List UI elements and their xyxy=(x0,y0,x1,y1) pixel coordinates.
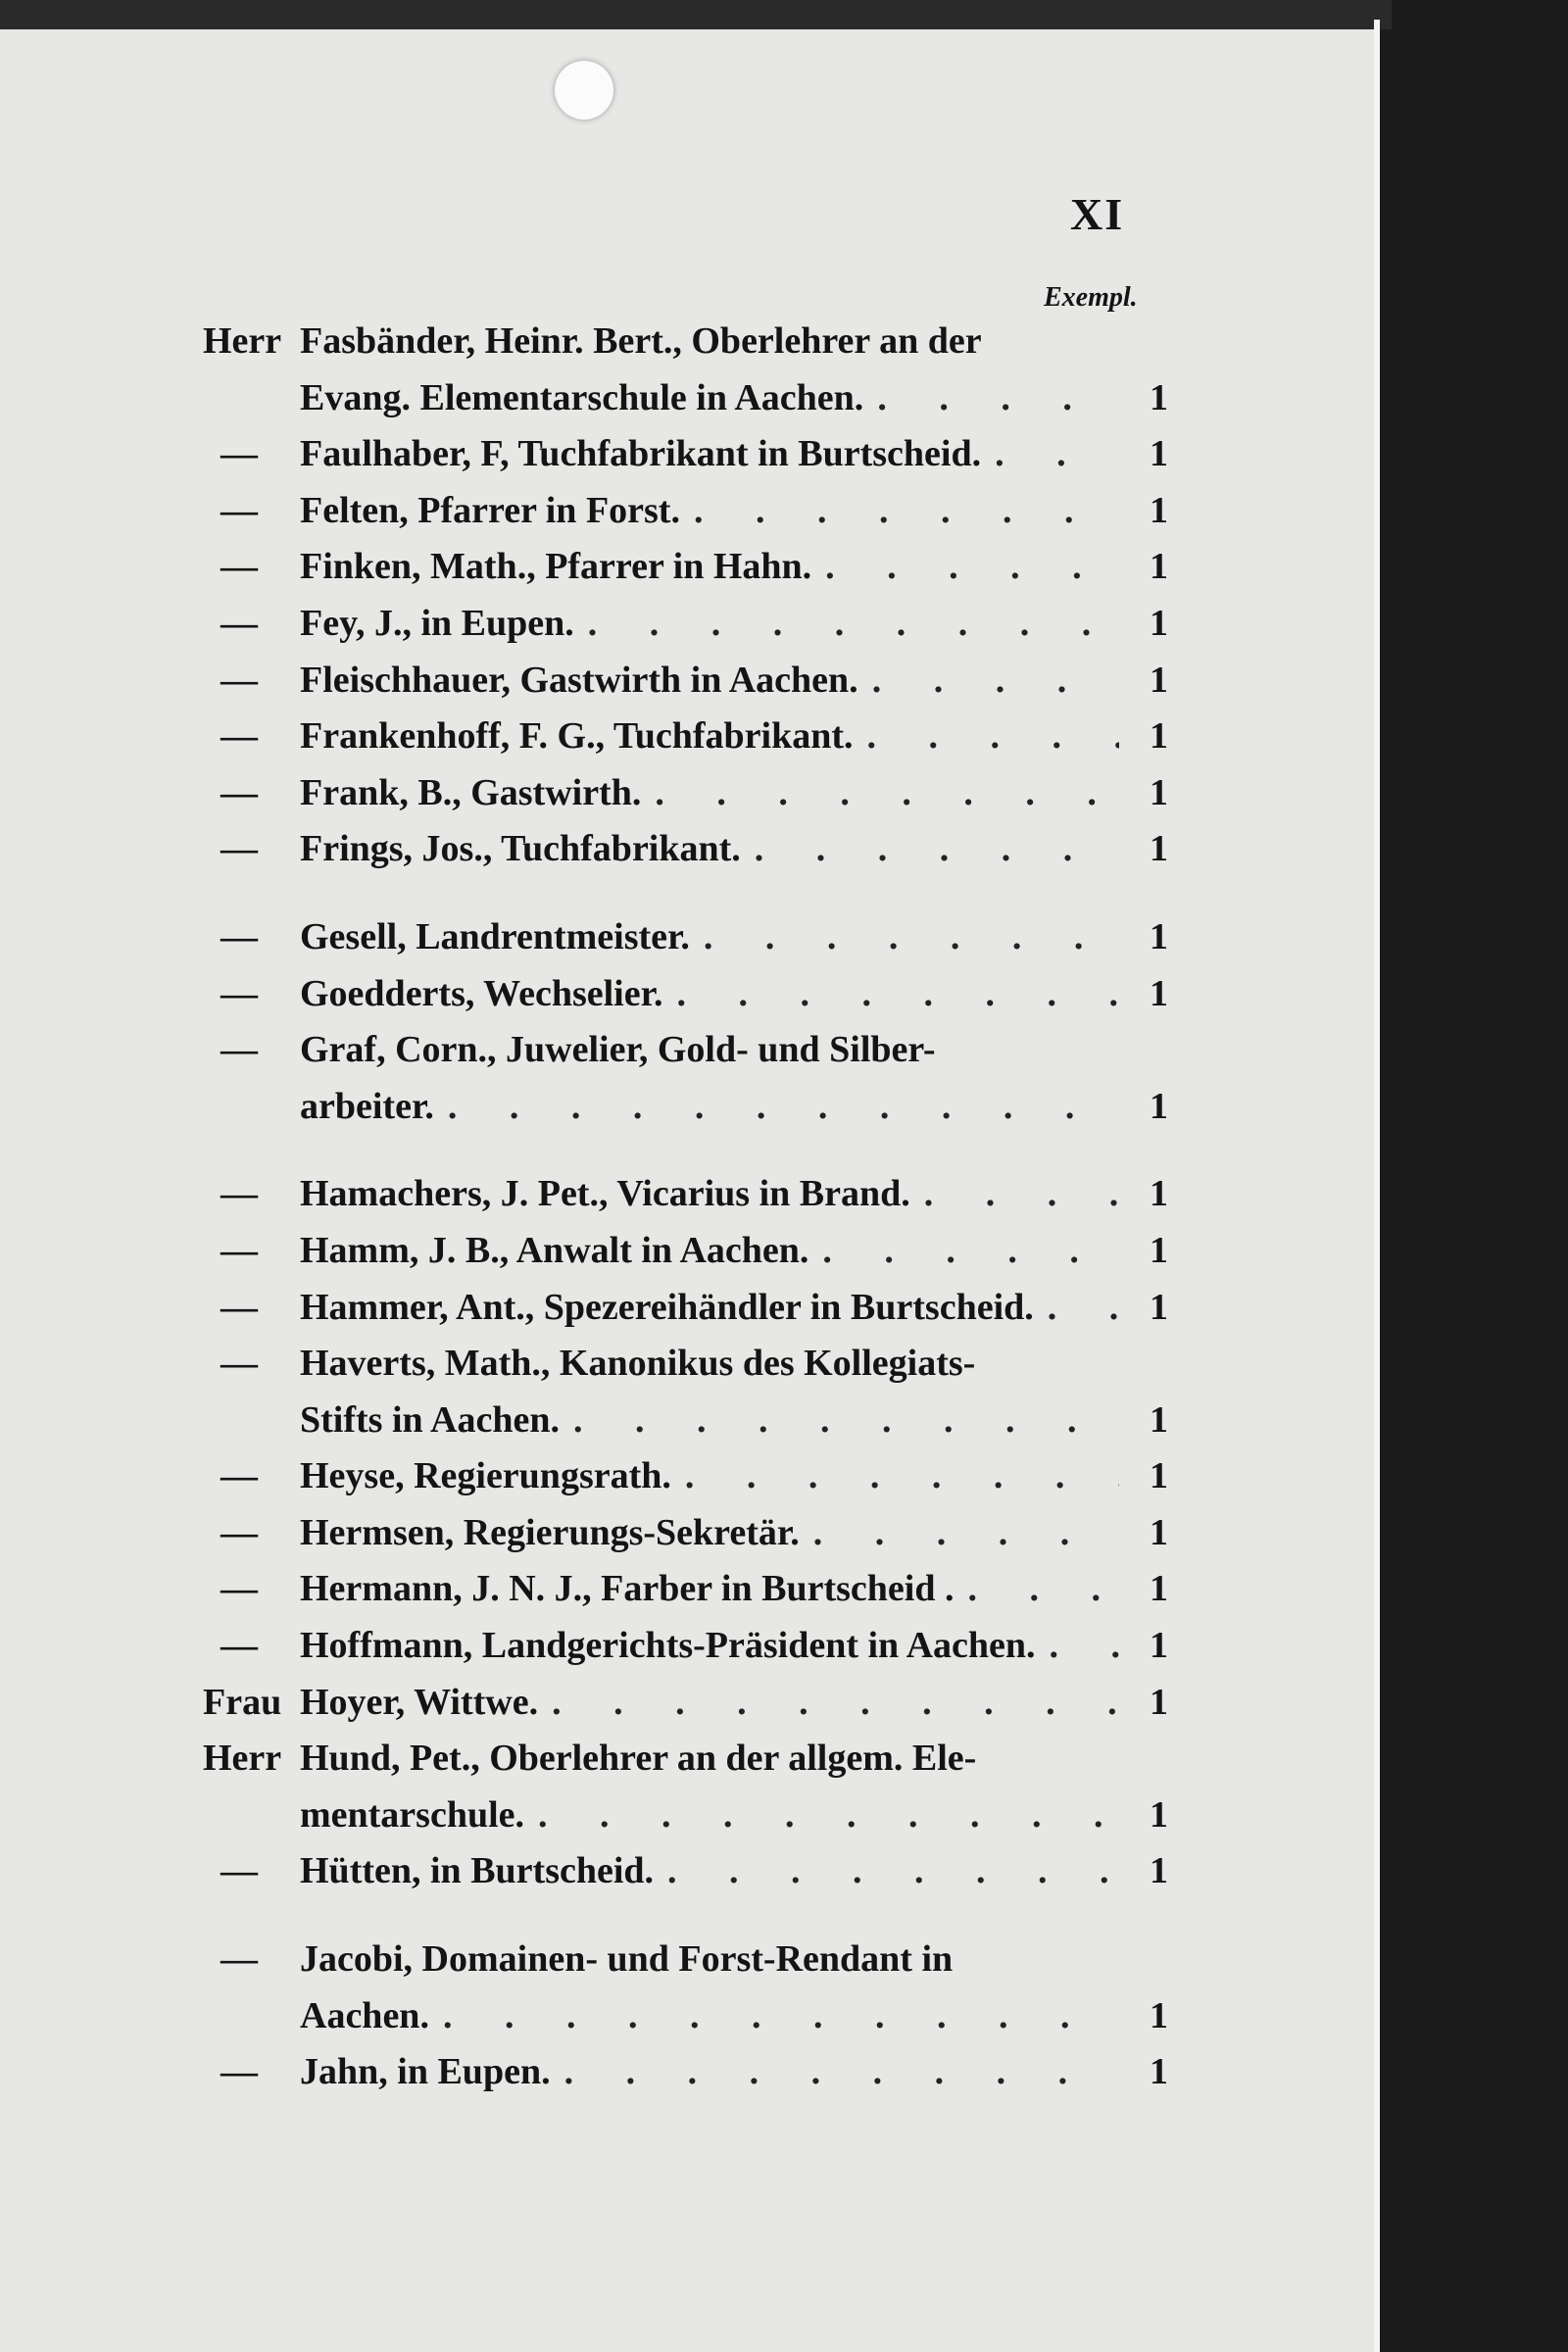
list-entry xyxy=(203,1843,1168,1900)
copies-count: 1 xyxy=(1150,659,1168,701)
list-entry xyxy=(203,1280,1168,1337)
entry-prefix: — xyxy=(220,2051,258,2093)
entry-line xyxy=(203,1505,1168,1562)
entry-prefix: — xyxy=(220,771,258,813)
entry-text: Evang. Elementarschule in Aachen. xyxy=(300,376,864,418)
entry-prefix: — xyxy=(220,1938,258,1981)
entry-text: Fleischhauer, Gastwirth in Aachen. xyxy=(300,659,858,701)
page-edge xyxy=(1374,20,1380,2352)
entry-line xyxy=(203,1843,1168,1900)
entry-text: Hütten, in Burtscheid. xyxy=(300,1850,655,1892)
entry-text: Gesell, Landrentmeister. xyxy=(300,915,690,957)
entry-line xyxy=(203,370,1168,427)
entry-line xyxy=(203,1561,1168,1618)
entry-line xyxy=(203,1393,1168,1449)
entry-prefix: — xyxy=(220,659,258,701)
list-entry xyxy=(203,966,1168,1023)
entry-prefix: — xyxy=(220,915,258,957)
entry-line xyxy=(203,821,1168,878)
list-entry xyxy=(203,1448,1168,1505)
dot-leader xyxy=(662,966,1119,1023)
list-entry xyxy=(203,1505,1168,1562)
entry-text: Haverts, Math., Kanonikus des Kollegiats- xyxy=(300,1343,976,1385)
copies-count: 1 xyxy=(1150,1286,1168,1328)
entry-prefix: Frau xyxy=(203,1681,282,1723)
entry-prefix: — xyxy=(220,972,258,1014)
entry-text: arbeiter. xyxy=(300,1085,434,1127)
entry-prefix: — xyxy=(220,546,258,588)
copies-count: 1 xyxy=(1150,715,1168,758)
entry-line xyxy=(203,314,1168,370)
copies-count: 1 xyxy=(1150,1994,1168,2036)
entry-line xyxy=(203,765,1168,822)
letter-group xyxy=(203,909,1168,1135)
entry-line xyxy=(203,1223,1168,1280)
entry-text: Aachen. xyxy=(300,1994,429,2036)
dot-leader xyxy=(654,1843,1119,1900)
entry-prefix: — xyxy=(220,1229,258,1271)
entry-prefix: — xyxy=(220,1625,258,1667)
copies-count: 1 xyxy=(1150,1455,1168,1497)
entry-text: Felten, Pfarrer in Forst. xyxy=(300,489,680,531)
letter-group xyxy=(203,314,1168,878)
entry-prefix: — xyxy=(220,715,258,758)
list-entry xyxy=(203,314,1168,426)
dot-leader xyxy=(1036,1618,1119,1675)
list-entry xyxy=(203,1731,1168,1843)
entry-text: Frings, Jos., Tuchfabrikant. xyxy=(300,828,741,870)
entry-prefix: Herr xyxy=(203,320,282,362)
entry-text: Hermsen, Regierungs-Sekretär. xyxy=(300,1511,800,1553)
dot-leader xyxy=(524,1788,1119,1844)
copies-count: 1 xyxy=(1150,1173,1168,1215)
copies-count: 1 xyxy=(1150,433,1168,475)
entry-text: Hoffmann, Landgerichts-Präsident in Aachen. xyxy=(300,1625,1036,1667)
entry-text: Finken, Math., Pfarrer in Hahn. xyxy=(300,546,812,588)
entry-line xyxy=(203,966,1168,1023)
copies-count: 1 xyxy=(1150,1793,1168,1836)
dot-leader xyxy=(854,709,1119,765)
dot-leader xyxy=(863,370,1119,427)
dot-leader xyxy=(680,483,1119,540)
copies-count: 1 xyxy=(1150,602,1168,644)
entry-line xyxy=(203,2044,1168,2101)
list-entry xyxy=(203,653,1168,710)
list-entry xyxy=(203,709,1168,765)
dot-leader xyxy=(551,2044,1119,2101)
entry-line xyxy=(203,1280,1168,1337)
copies-count: 1 xyxy=(1150,1398,1168,1441)
copies-count: 1 xyxy=(1150,376,1168,418)
entry-line xyxy=(203,653,1168,710)
dot-leader xyxy=(808,1223,1119,1280)
entry-prefix: — xyxy=(220,1455,258,1497)
entry-text: Hoyer, Wittwe. xyxy=(300,1681,539,1723)
copies-count: 1 xyxy=(1150,1568,1168,1610)
entry-text: Goedderts, Wechselier. xyxy=(300,972,663,1014)
copies-count: 1 xyxy=(1150,915,1168,957)
entry-text: Hammer, Ant., Spezereihändler in Burtscheid. xyxy=(300,1286,1034,1328)
dot-leader xyxy=(741,821,1119,878)
entry-prefix: — xyxy=(220,602,258,644)
entry-prefix: — xyxy=(220,1568,258,1610)
dot-leader xyxy=(954,1561,1119,1618)
entry-text: mentarschule. xyxy=(300,1793,525,1836)
entry-prefix: — xyxy=(220,489,258,531)
copies-column-header: Exempl. xyxy=(1044,282,1138,313)
list-entry xyxy=(203,909,1168,966)
entry-text: Frank, B., Gastwirth. xyxy=(300,771,642,813)
entry-text: Frankenhoff, F. G., Tuchfabrikant. xyxy=(300,715,854,758)
entry-prefix: — xyxy=(220,1343,258,1385)
dot-leader xyxy=(800,1505,1119,1562)
entry-prefix: — xyxy=(220,1850,258,1892)
dot-leader xyxy=(811,539,1119,596)
entry-line xyxy=(203,1336,1168,1393)
entry-prefix: — xyxy=(220,433,258,475)
entry-line xyxy=(203,1988,1168,2045)
entry-prefix: — xyxy=(220,1511,258,1553)
letter-group xyxy=(203,1932,1168,2101)
dot-leader xyxy=(434,1079,1119,1136)
entry-text: Faulhaber, F, Tuchfabrikant in Burtscheid. xyxy=(300,433,982,475)
scan-top-border xyxy=(0,0,1392,29)
list-entry xyxy=(203,1675,1168,1732)
list-entry xyxy=(203,765,1168,822)
entry-line xyxy=(203,709,1168,765)
entry-line xyxy=(203,539,1168,596)
dot-leader xyxy=(641,765,1119,822)
entry-text: Hermann, J. N. J., Farber in Burtscheid . xyxy=(300,1568,955,1610)
copies-count: 1 xyxy=(1150,1850,1168,1892)
entry-prefix: — xyxy=(220,1029,258,1071)
list-entry xyxy=(203,483,1168,540)
entry-prefix: — xyxy=(220,1173,258,1215)
entry-text: Jacobi, Domainen- und Forst-Rendant in xyxy=(300,1938,954,1981)
list-entry xyxy=(203,1561,1168,1618)
entry-text: Fasbänder, Heinr. Bert., Oberlehrer an der xyxy=(300,320,982,362)
entry-text: Hamm, J. B., Anwalt in Aachen. xyxy=(300,1229,809,1271)
copies-count: 1 xyxy=(1150,1229,1168,1271)
entry-line xyxy=(203,483,1168,540)
copies-count: 1 xyxy=(1150,828,1168,870)
list-entry xyxy=(203,1022,1168,1135)
dot-leader xyxy=(690,909,1119,966)
list-entry xyxy=(203,1223,1168,1280)
subscriber-list xyxy=(203,314,1168,2101)
copies-count: 1 xyxy=(1150,1625,1168,1667)
entry-line xyxy=(203,1079,1168,1136)
entry-line xyxy=(203,596,1168,653)
dot-leader xyxy=(574,596,1119,653)
dot-leader xyxy=(429,1988,1119,2045)
paper-hole xyxy=(555,61,613,120)
list-entry xyxy=(203,1336,1168,1448)
entry-line xyxy=(203,1618,1168,1675)
copies-count: 1 xyxy=(1150,972,1168,1014)
list-entry xyxy=(203,821,1168,878)
entry-text: Graf, Corn., Juwelier, Gold- und Silber- xyxy=(300,1029,936,1071)
entry-text: Hamachers, J. Pet., Vicarius in Brand. xyxy=(300,1173,910,1215)
entry-line xyxy=(203,1675,1168,1732)
entry-line xyxy=(203,1448,1168,1505)
entry-line xyxy=(203,426,1168,483)
dot-leader xyxy=(560,1393,1119,1449)
list-entry xyxy=(203,539,1168,596)
entry-text: Hund, Pet., Oberlehrer an der allgem. Ele- xyxy=(300,1738,977,1780)
letter-group xyxy=(203,1166,1168,1900)
copies-count: 1 xyxy=(1150,771,1168,813)
entry-text: Jahn, in Eupen. xyxy=(300,2051,551,2093)
copies-count: 1 xyxy=(1150,489,1168,531)
entry-line xyxy=(203,909,1168,966)
copies-count: 1 xyxy=(1150,1085,1168,1127)
list-entry xyxy=(203,1166,1168,1223)
list-entry xyxy=(203,2044,1168,2101)
dot-leader xyxy=(671,1448,1119,1505)
list-entry xyxy=(203,1618,1168,1675)
dot-leader xyxy=(858,653,1119,710)
copies-count: 1 xyxy=(1150,546,1168,588)
entry-text: Stifts in Aachen. xyxy=(300,1398,560,1441)
copies-count: 1 xyxy=(1150,1511,1168,1553)
list-entry xyxy=(203,1932,1168,2044)
entry-line xyxy=(203,1022,1168,1079)
dot-leader xyxy=(538,1675,1119,1732)
entry-line xyxy=(203,1731,1168,1788)
dot-leader xyxy=(1034,1280,1119,1337)
copies-count: 1 xyxy=(1150,2051,1168,2093)
page-number: XI xyxy=(1070,189,1125,239)
entry-line xyxy=(203,1788,1168,1844)
dot-leader xyxy=(981,426,1119,483)
entry-text: Fey, J., in Eupen. xyxy=(300,602,574,644)
entry-line xyxy=(203,1166,1168,1223)
copies-count: 1 xyxy=(1150,1681,1168,1723)
entry-prefix: Herr xyxy=(203,1738,282,1780)
entry-prefix: — xyxy=(220,828,258,870)
list-entry xyxy=(203,426,1168,483)
dot-leader xyxy=(910,1166,1119,1223)
list-entry xyxy=(203,596,1168,653)
entry-line xyxy=(203,1932,1168,1988)
entry-prefix: — xyxy=(220,1286,258,1328)
entry-text: Heyse, Regierungsrath. xyxy=(300,1455,671,1497)
